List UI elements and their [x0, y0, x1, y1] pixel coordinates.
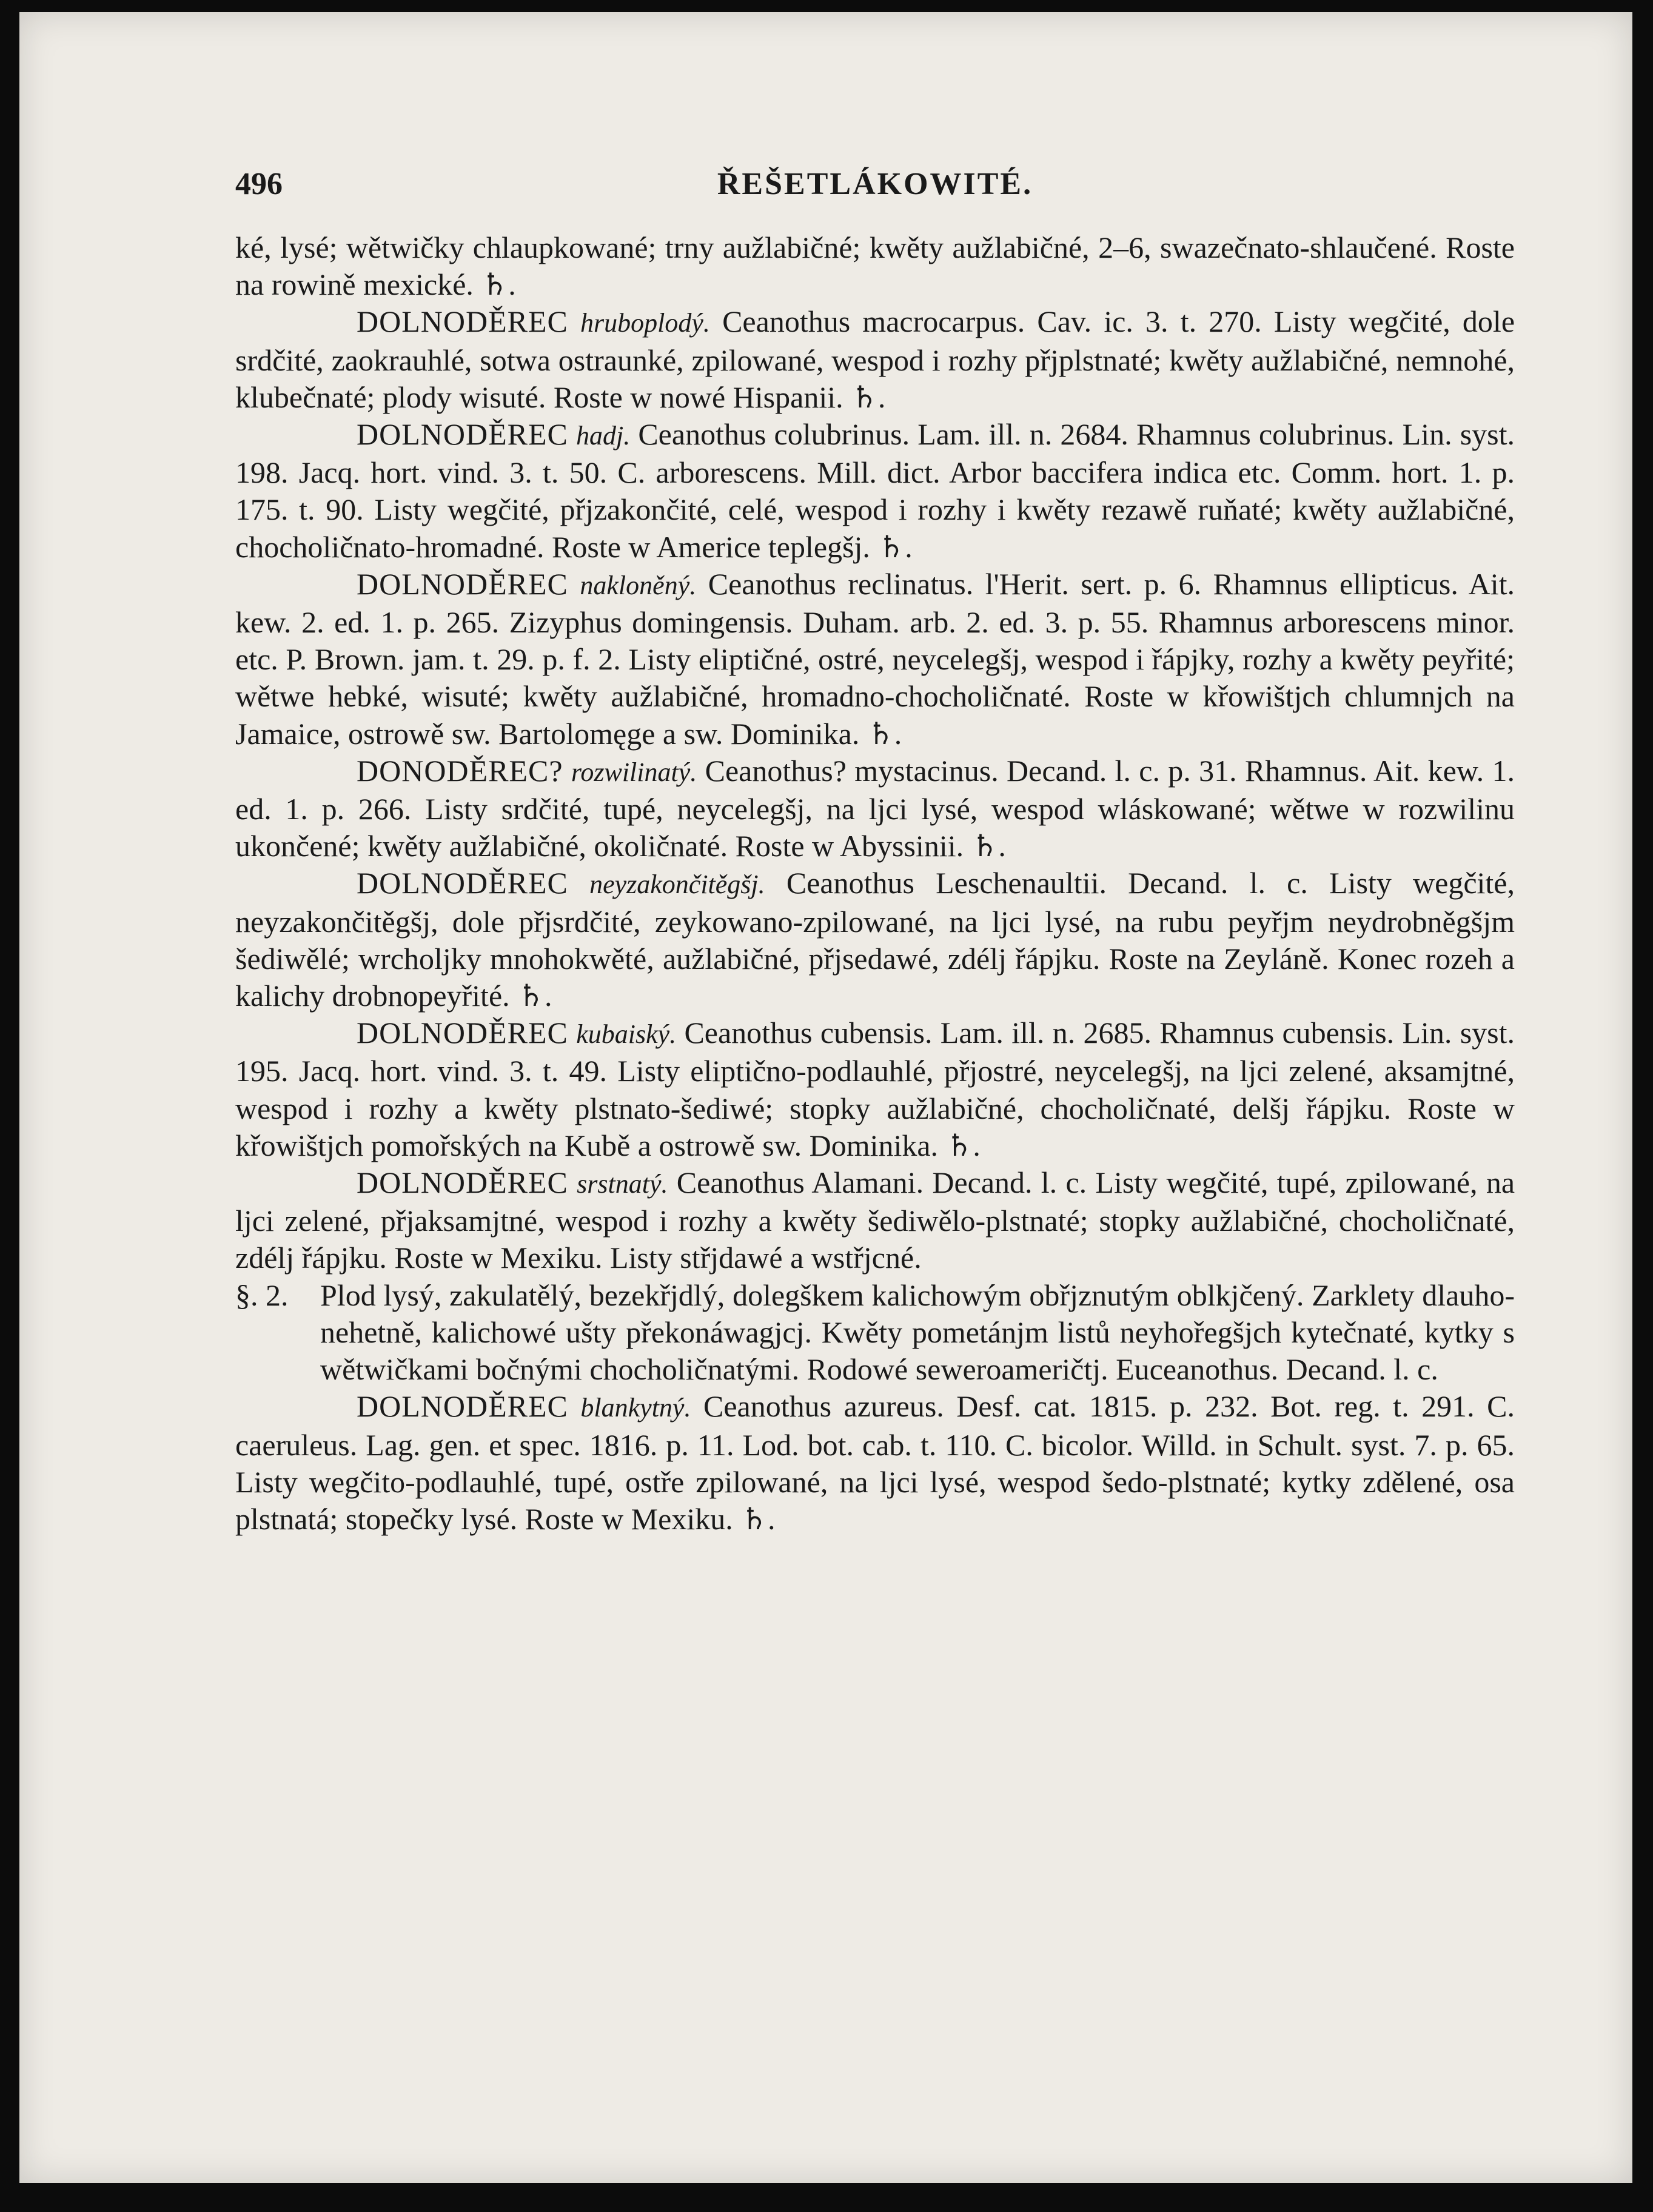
entry-paragraph	[235, 566, 1515, 752]
species-epithet: srstnatý.	[577, 1169, 668, 1199]
paragraph-text: Ceanothus reclinatus. l'Herit. sert. p. 6. Rhamnus ellipticus. Ait. kew. 2. ed. 1. p. 265. Zizyphus domingensis. Duham. arb. 2. ed. 3. p. 55. Rhamnus arborescens minor. etc. P. Brown. jam. t. 29. p. f. 2. Listy eliptičné, ostré, neycelegšj, wespod i řápjky, rozhy a kwěty peyřité; wětwe hebké, wisuté; kwěty aužlabičné, hromadno-chocholičnaté. Roste w křowištjch chlumnjch na Jamaice, ostrowě sw. Bartolomęge a sw. Dominika. ♄.	[235, 566, 1515, 751]
genus-name: DOLNODĚREC	[357, 1165, 568, 1200]
paragraph-text: Ceanothus Leschenaultii. Decand. l. c. Listy wegčité, neyzakončitěgšj, dole přjsrdčité, zeykowano-zpilowané, na ljci lysé, na rubu peyřjm neydrobněgšjm šediwělé; wrcholjky mnohokwěté, aužlabičné, přjsedawé, zdélj řápjku. Roste na Zeyláně. Konec rozeh a kalichy drobnopeyřité. ♄.	[235, 866, 1515, 1013]
genus-name: DOLNODĚREC	[357, 1389, 568, 1424]
paragraph-continuation	[235, 229, 1515, 303]
species-epithet: blankytný.	[580, 1393, 691, 1423]
species-epithet: nakloněný.	[580, 570, 697, 600]
species-epithet: neyzakončitěgšj.	[589, 870, 765, 900]
genus-name: DOLNODĚREC	[357, 866, 568, 900]
paragraph-text: Ceanothus Alamani. Decand. l. c. Listy wegčité, tupé, zpilowané, na ljci zelené, přjaksamjtné, wespod i rozhy a kwěty šediwělo-plstnaté; stopky aužlabičné, chocholičnaté, zdélj řápjku. Roste w Mexiku. Listy střjdawé a wstřjcné.	[235, 1165, 1515, 1275]
paragraph-text: Ceanothus cubensis. Lam. ill. n. 2685. Rhamnus cubensis. Lin. syst. 195. Jacq. hort. vind. 3. t. 49. Listy eliptično-podlauhlé, přjostré, neycelegšj, na ljci zelené, aksamjtné, wespod i rozhy a kwěty plstnato-šediwé; stopky aužlabičné, chocholičnaté, delšj řápjku. Roste w křowištjch pomořských na Kubě a ostrowě sw. Dominika. ♄.	[235, 1016, 1515, 1162]
genus-name: DOLNODĚREC	[357, 304, 568, 339]
paragraph-text: Ceanothus? mystacinus. Decand. l. c. p. 31. Rhamnus. Ait. kew. 1. ed. 1. p. 266. Listy srdčité, tupé, neycelegšj, na ljci lysé, wespod wláskowané; wětwe w rozwilinu ukončené; kwěty aužlabičné, okoličnaté. Roste w Abyssinii. ♄.	[235, 753, 1515, 863]
entry-paragraph	[235, 1388, 1515, 1538]
paragraph-text: Ceanothus macrocarpus. Cav. ic. 3. t. 270. Listy wegčité, dole srdčité, zaokrauhlé, sotwa ostraunké, zpilowané, wespod i rozhy přjplstnaté; kwěty aužlabičné, nemnohé, klubečnaté; plody wisuté. Roste w nowé Hispanii. ♄.	[235, 304, 1515, 414]
section-paragraph	[235, 1277, 1515, 1389]
entry-paragraph	[235, 303, 1515, 416]
entry-paragraph	[235, 752, 1515, 865]
genus-name: DOLNODĚREC	[357, 1016, 568, 1050]
entry-paragraph	[235, 416, 1515, 566]
entry-paragraph	[235, 1014, 1515, 1164]
genus-name: DOLNODĚREC	[357, 417, 568, 452]
running-title: ŘEŠETLÁKOWITÉ.	[717, 167, 1033, 201]
page-header	[235, 163, 1515, 211]
entry-paragraph	[235, 1164, 1515, 1277]
page-body	[235, 229, 1515, 1538]
species-epithet: hadj.	[575, 421, 631, 451]
species-epithet: hruboplodý.	[580, 308, 710, 338]
entry-paragraph	[235, 865, 1515, 1014]
species-epithet: kubaiský.	[576, 1019, 677, 1050]
genus-name: DOLNODĚREC	[357, 566, 568, 601]
paragraph-text: ké, lysé; wětwičky chlaupkowané; trny aužlabičné; kwěty aužlabičné, 2–6, swazečnato-shlaučené. Roste na rowině mexické. ♄.	[235, 230, 1515, 302]
page-number: 496	[235, 167, 283, 201]
genus-name: DONODĚREC?	[357, 753, 563, 788]
paragraph-text: Plod lysý, zakulatělý, bezekřjdlý, dolegškem kalichowým obřjznutým oblkjčený. Zarklety dlauho-nehetně, kalichowé ušty překonáwagjcj. Kwěty pometánjm listů neyhořegšjch kytečnaté, kytky s wětwičkami bočnými chocholičnatými. Rodowé seweroameričtj. Euceanothus. Decand. l. c.	[320, 1278, 1515, 1387]
section-label: §. 2.	[235, 1278, 289, 1312]
species-epithet: rozwilinatý.	[571, 757, 697, 787]
paragraph-text: Ceanothus azureus. Desf. cat. 1815. p. 232. Bot. reg. t. 291. C. caeruleus. Lag. gen. et spec. 1816. p. 11. Lod. bot. cab. t. 110. C. bicolor. Willd. in Schult. syst. 7. p. 65. Listy wegčito-podlauhlé, tupé, ostře zpilowané, na ljci lysé, wespod šedo-plstnaté; kytky zdělené, osa plstnatá; stopečky lysé. Roste w Mexiku. ♄.	[235, 1389, 1515, 1536]
paragraph-text: Ceanothus colubrinus. Lam. ill. n. 2684. Rhamnus colubrinus. Lin. syst. 198. Jacq. hort. vind. 3. t. 50. C. arborescens. Mill. dict. Arbor baccifera indica etc. Comm. hort. 1. p. 175. t. 90. Listy wegčité, přjzakončité, celé, wespod i rozhy i kwěty rezawě ruňaté; kwěty aužlabičné, chocholičnato-hromadné. Roste w Americe teplegšj. ♄.	[235, 417, 1515, 564]
